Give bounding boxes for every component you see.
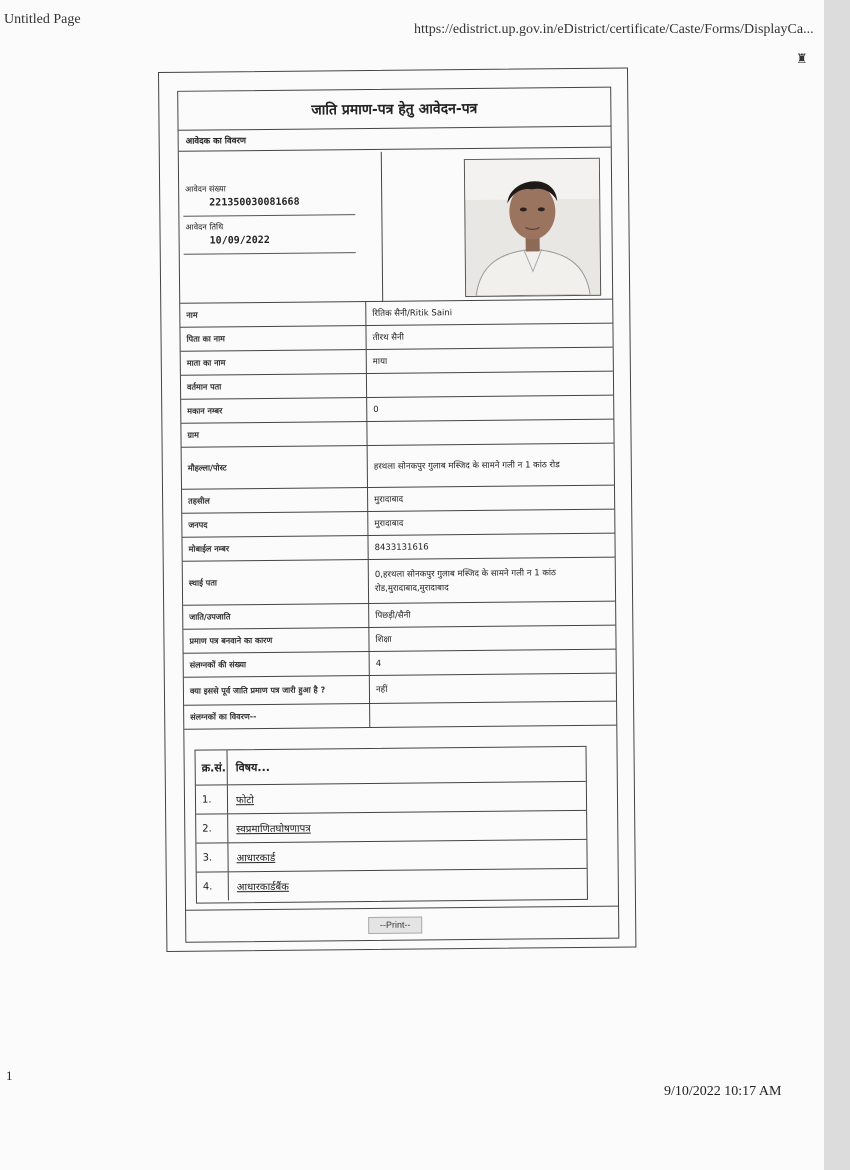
page-number: 1 (6, 1068, 13, 1083)
application-date-label: आवेदन तिथि (185, 222, 224, 232)
applicant-photo (464, 158, 601, 297)
field-value: 8433131616 (367, 534, 607, 559)
photo-cell (382, 150, 612, 302)
divider (184, 252, 356, 255)
field-value: पिछड़ी/सैनी (368, 602, 608, 627)
browser-page-url: https://edistrict.up.gov.in/eDistrict/certificate/Caste/Forms/DisplayCa... (414, 22, 814, 37)
attachment-serial: 1. (196, 785, 228, 813)
application-number-label: आवेदन संख्या (185, 184, 226, 194)
attachment-row (196, 782, 586, 815)
field-label: ग्राम (187, 430, 199, 440)
application-date: 10/09/2022 (209, 234, 270, 247)
browser-page-title: Untitled Page (4, 12, 81, 27)
attachment-link-photo[interactable]: फोटो (235, 795, 254, 807)
divider (183, 214, 355, 217)
subject-column-header: विषय... (235, 760, 270, 774)
field-value (369, 702, 609, 727)
attachments-table (195, 746, 588, 904)
field-label: माता का नाम (186, 358, 226, 368)
field-label: जाति/उपजाति (189, 612, 231, 622)
field-value: शिक्षा (368, 626, 608, 651)
field-value: हरथला सोनकपुर गुलाब मस्जिद के सामने गली न 1 कांठ रोड (367, 444, 607, 487)
field-row (183, 558, 615, 606)
attachment-row (196, 811, 586, 844)
field-label: संलग्नकों का विवरण-- (190, 712, 257, 722)
field-value: माया (366, 348, 606, 373)
field-value (366, 420, 606, 445)
attachment-link-aadhaar-bank[interactable]: आधारकार्डबैंक (236, 881, 289, 894)
field-label: मोबाईल नम्बर (188, 544, 230, 554)
application-info (179, 152, 383, 304)
field-value: तीरथ सैनी (365, 324, 605, 349)
field-row (184, 674, 616, 706)
field-label: जनपद (188, 520, 208, 530)
print-datetime: 9/10/2022 10:17 AM (664, 1084, 782, 1099)
attachment-link-aadhaar[interactable]: आधारकार्ड (236, 852, 276, 865)
application-number: 221350030081668 (209, 196, 300, 209)
attachments-header-row (196, 747, 586, 786)
field-label: क्या इससे पूर्व जाति प्रमाण पत्र जारी हुआ है ? (189, 685, 326, 696)
field-value (366, 372, 606, 397)
attachment-serial: 2. (196, 814, 228, 842)
attachment-link-self-declaration[interactable]: स्वप्रमाणितघोषणापत्र (236, 823, 311, 836)
field-label: प्रमाण पत्र बनवाने का कारण (189, 635, 273, 646)
form-inner-frame (177, 87, 619, 943)
field-label: मकान नम्बर (187, 406, 223, 416)
field-label: संलग्नकों की संख्या (189, 660, 247, 670)
form-outer-frame (158, 67, 636, 951)
field-value: मुरादाबाद (367, 486, 607, 511)
field-value: 4 (369, 650, 609, 675)
field-label: वर्तमान पता (186, 382, 222, 392)
field-label: स्थाई पता (188, 578, 217, 588)
field-value: 0 (366, 396, 606, 421)
scan-mark-icon: ♜ (796, 52, 808, 67)
attachment-serial: 3. (196, 843, 228, 871)
field-value: मुरादाबाद (367, 510, 607, 535)
field-row (182, 444, 614, 490)
scan-edge (824, 0, 850, 1170)
section-title: आवेदक का विवरण (179, 128, 611, 152)
attachment-row (196, 840, 586, 873)
field-label: पिता का नाम (186, 334, 225, 344)
print-button[interactable]: --Print-- (368, 917, 422, 935)
field-label: मौहल्ला/पोस्ट (187, 463, 227, 473)
field-value: नहीं (369, 674, 609, 703)
attachment-row (197, 869, 587, 901)
print-row (186, 906, 618, 943)
serial-column-header: क्र.सं. (196, 750, 228, 784)
field-row (184, 702, 616, 730)
attachment-serial: 4. (197, 872, 229, 900)
person-photo-icon (465, 159, 600, 296)
form-title: जाति प्रमाण-पत्र हेतु आवेदन-पत्र (178, 88, 610, 131)
field-label: नाम (186, 310, 198, 320)
field-value: रितिक सैनी/Ritik Saini (365, 300, 605, 325)
field-value: 0,हरथला सोनकपुर गुलाब मस्जिद के सामने गली न 1 कांठ रोड,मुरादाबाद,मुरादाबाद (368, 558, 608, 603)
field-label: तहसील (188, 496, 210, 506)
